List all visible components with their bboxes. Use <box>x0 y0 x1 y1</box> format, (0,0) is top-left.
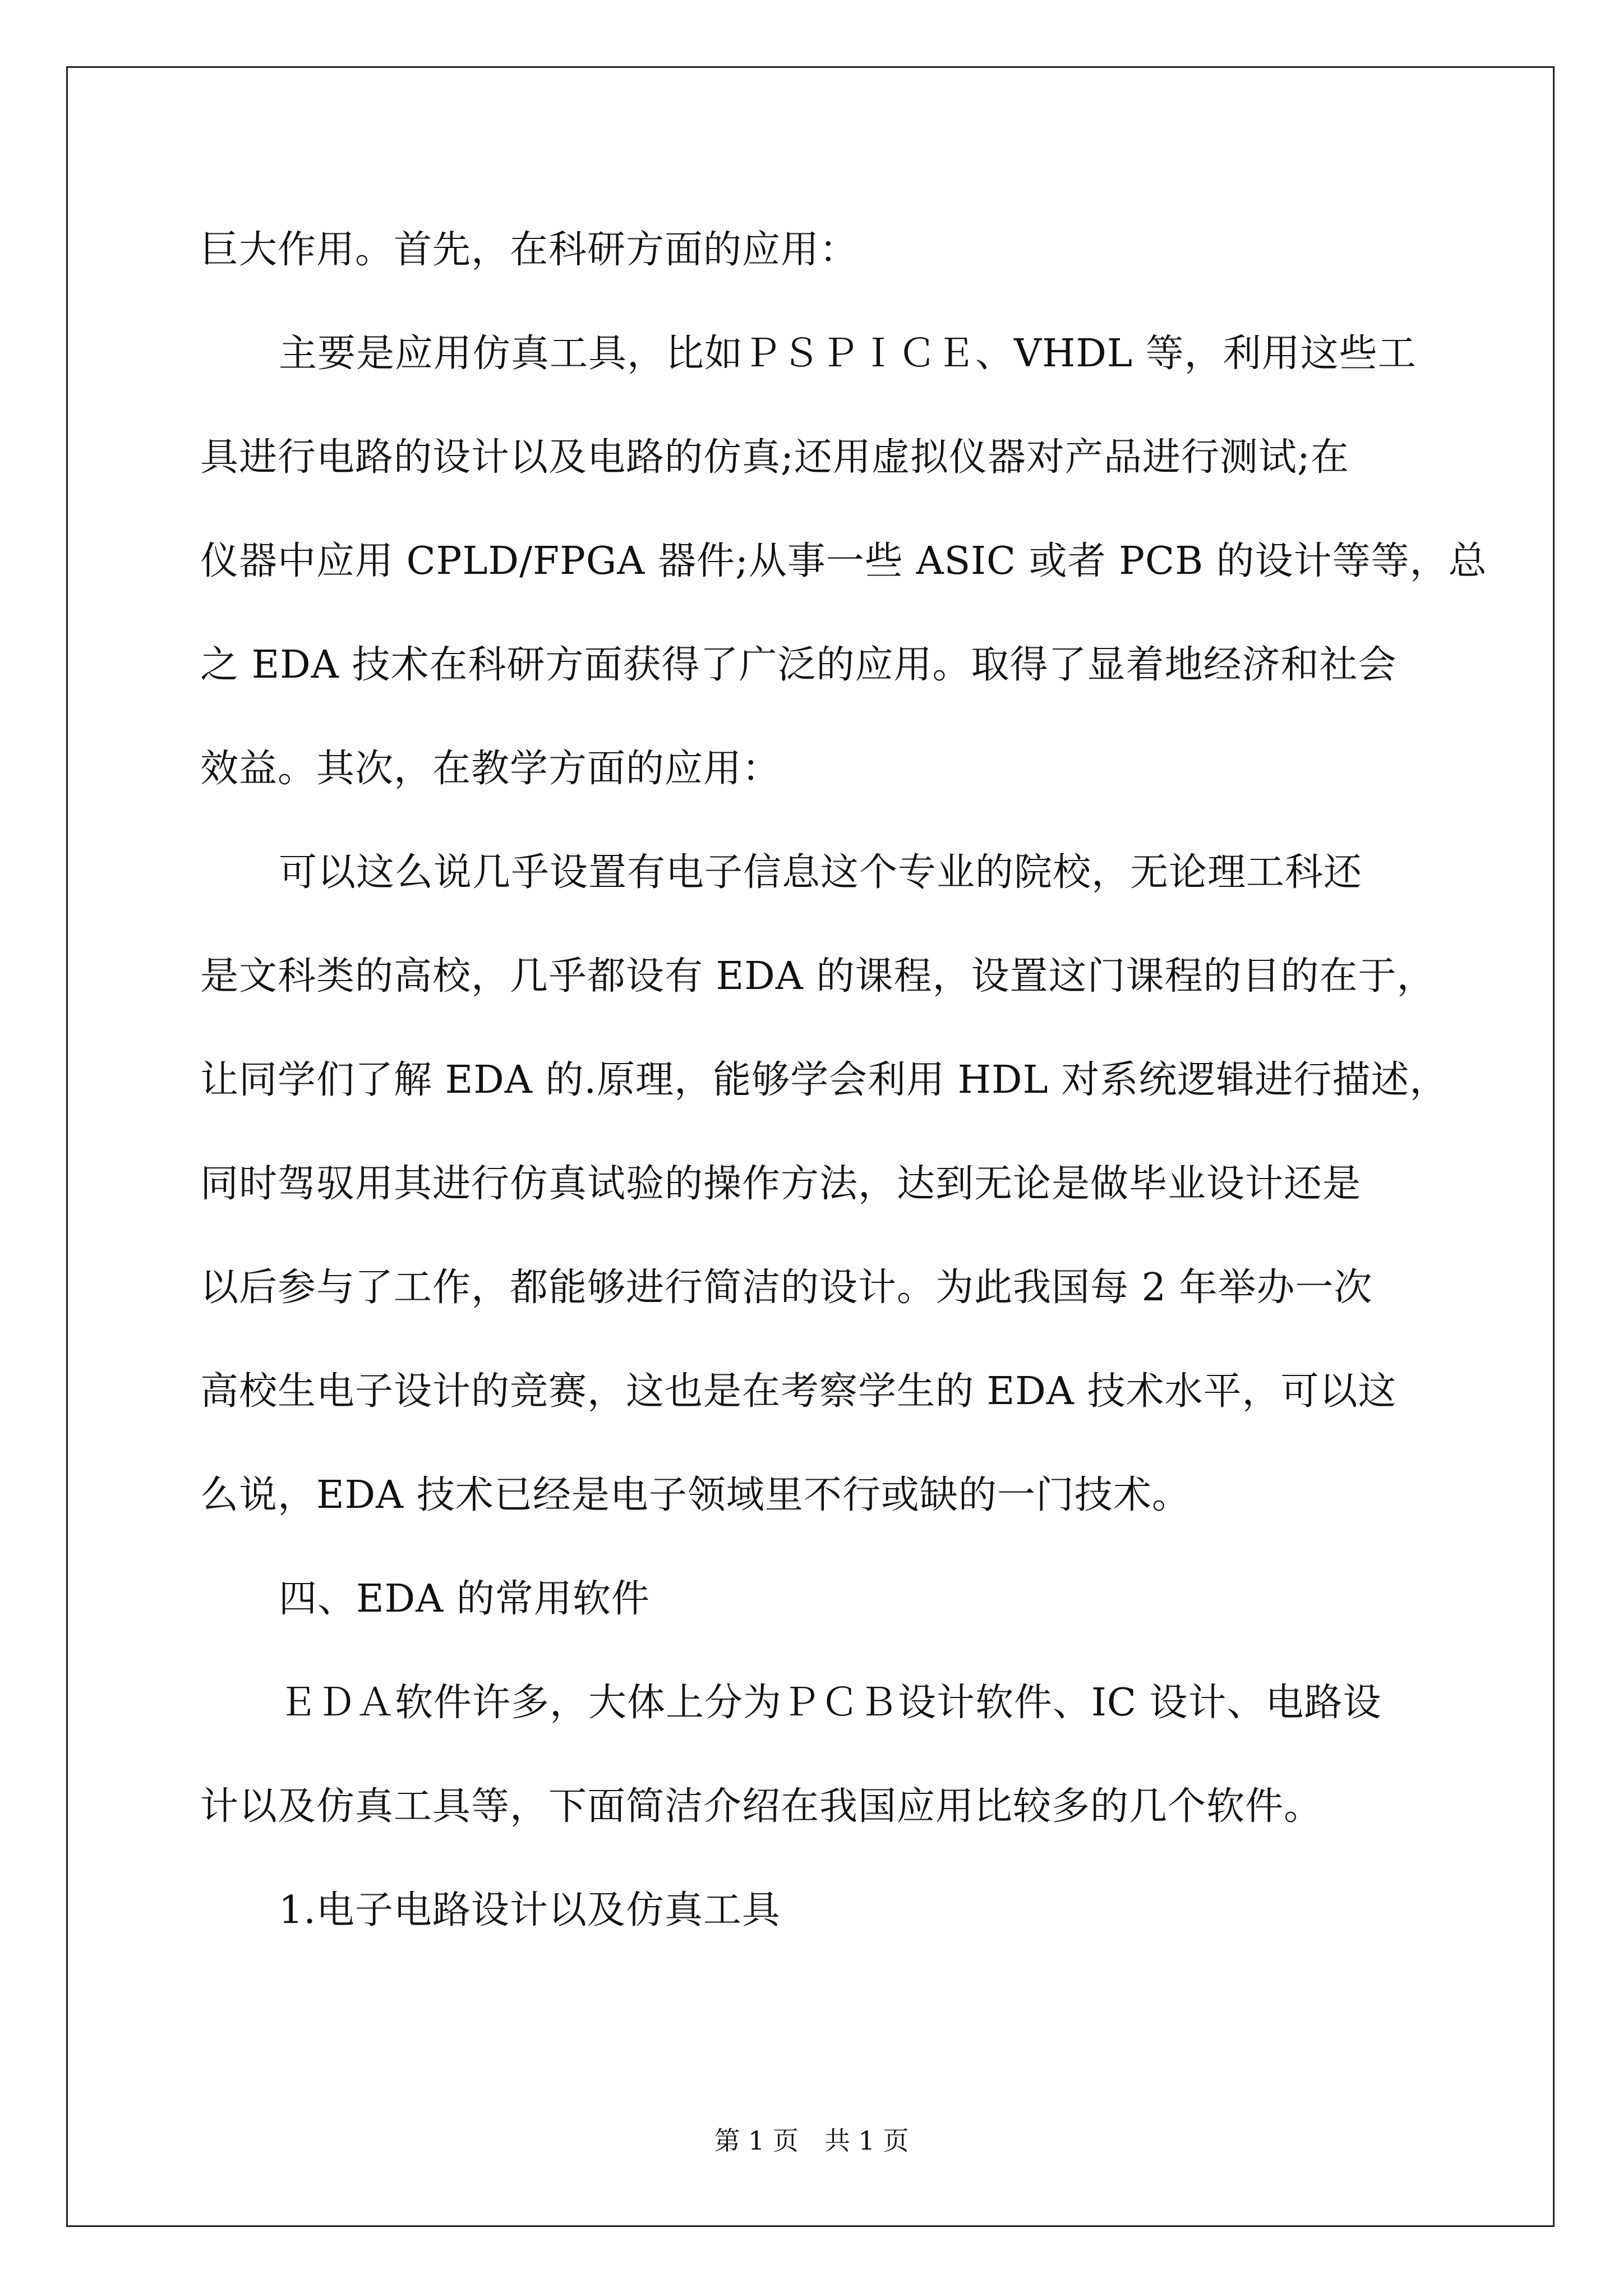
text-line: 主要是应用仿真工具，比如ＰＳＰＩＣＥ、VHDL 等，利用这些工 <box>279 332 1417 376</box>
text-line: 让同学们了解 EDA 的.原理，能够学会利用 HDL 对系统逻辑进行描述， <box>200 1058 1449 1102</box>
text-line: 之 EDA 技术在科研方面获得了广泛的应用。取得了显着地经济和社会 <box>200 643 1397 687</box>
text-line: 巨大作用。首先，在科研方面的应用： <box>200 228 859 272</box>
text-line: 同时驾驭用其进行仿真试验的操作方法，达到无论是做毕业设计还是 <box>200 1162 1362 1206</box>
page-footer: 第 1 页 共 1 页 <box>714 2125 909 2156</box>
text-line: 可以这么说几乎设置有电子信息这个专业的院校，无论理工科还 <box>279 850 1363 895</box>
text-line: 么说，EDA 技术已经是电子领域里不行或缺的一门技术。 <box>200 1473 1191 1517</box>
text-line: 仪器中应用 CPLD/FPGA 器件;从事一些 ASIC 或者 PCB 的设计等等，总 <box>200 539 1487 583</box>
text-line: 以后参与了工作，都能够进行简洁的设计。为此我国每 2 年举办一次 <box>200 1266 1373 1310</box>
text-line: 高校生电子设计的竞赛，这也是在考察学生的 EDA 技术水平，可以这 <box>200 1369 1397 1414</box>
subsection-heading: 1.电子电路设计以及仿真工具 <box>279 1888 781 1932</box>
section-heading: 四、EDA 的常用软件 <box>279 1577 650 1621</box>
text-line: 效益。其次，在教学方面的应用： <box>200 747 781 791</box>
text-line: 计以及仿真工具等，下面简洁介绍在我国应用比较多的几个软件。 <box>200 1784 1323 1829</box>
text-line: 具进行电路的设计以及电路的仿真;还用虚拟仪器对产品进行测试;在 <box>200 435 1349 480</box>
text-line: ＥＤＡ软件许多，大体上分为ＰＣＢ设计软件、IC 设计、电路设 <box>279 1681 1382 1725</box>
text-line: 是文科类的高校，几乎都设有 EDA 的课程，设置这门课程的目的在于， <box>200 954 1436 999</box>
document-body <box>200 198 1487 1962</box>
